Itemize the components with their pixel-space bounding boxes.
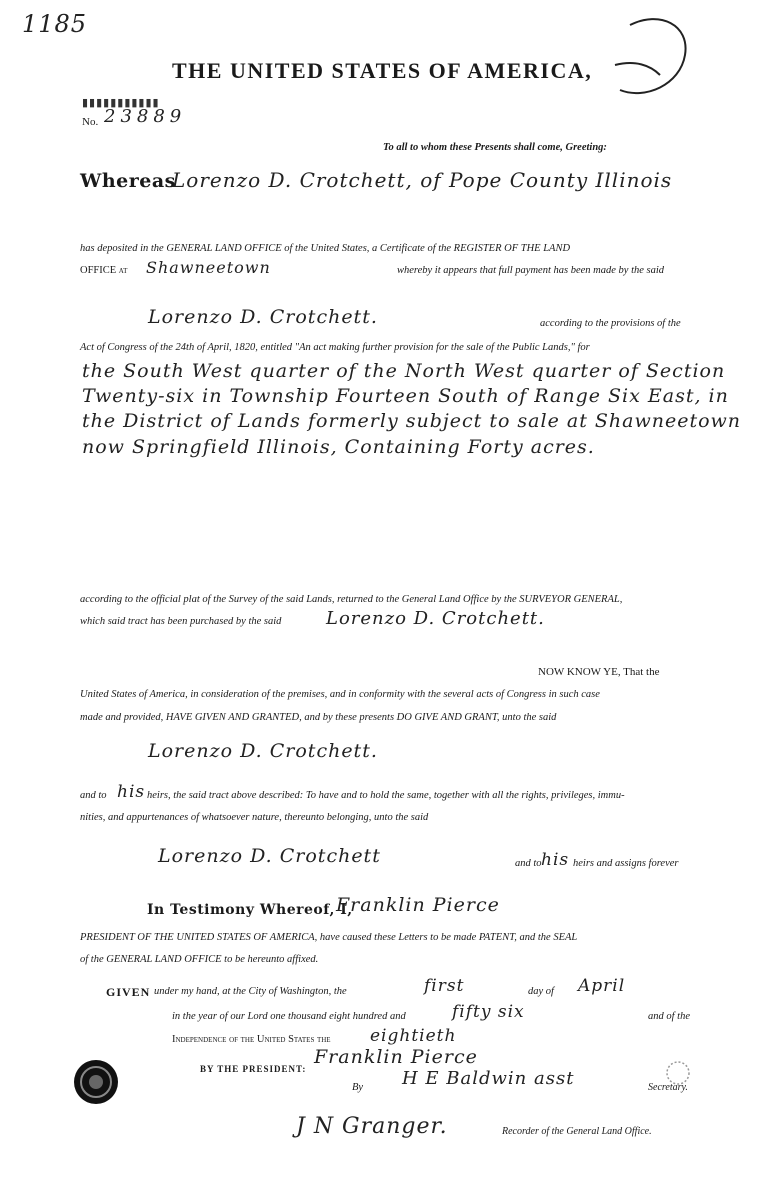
assigns-prefix: and to <box>515 858 542 869</box>
patent-label: No. <box>82 116 99 128</box>
given-day-label: day of <box>528 986 554 997</box>
assigns-name: Lorenzo D. Crotchett <box>158 845 381 867</box>
president-signature: Franklin Pierce <box>314 1046 478 1068</box>
description-line-2: Twenty-six in Township Fourteen South of Range Six East, in <box>82 385 729 407</box>
given-month: April <box>578 976 626 996</box>
heirs-line-2: nities, and appurtenances of whatsoever nature, thereunto belonging, unto the said <box>80 812 429 823</box>
payer-suffix: according to the provisions of the <box>540 318 681 329</box>
whereas-lead: Whereas <box>80 170 176 192</box>
given-text-1: under my hand, at the City of Washington, the <box>154 986 347 997</box>
office-place: Shawneetown <box>146 258 271 277</box>
given-text-3: and of the <box>648 1011 690 1022</box>
recorder-signature: J N Granger. <box>296 1114 448 1139</box>
heirs-line-1: heirs, the said tract above described: To have and to hold the same, together with all the rights, privileges, immu- <box>147 790 625 801</box>
salutation: To all to whom these Presents shall come, Greeting: <box>383 142 607 153</box>
heirs-prefix: and to <box>80 790 107 801</box>
government-seal-icon <box>72 1058 120 1106</box>
now-know-line-2: made and provided, HAVE GIVEN AND GRANTED, and by these presents DO GIVE AND GRANT, unto the said <box>80 712 557 723</box>
survey-line-2-prefix: which said tract has been purchased by the said <box>80 616 282 627</box>
assigns-suffix: heirs and assigns forever <box>573 858 679 869</box>
description-line-1: the South West quarter of the North West quarter of Section <box>82 360 726 382</box>
description-line-4: now Springfield Illinois, Containing Forty acres. <box>82 436 595 458</box>
flourish-mark <box>590 5 700 115</box>
grantee-name: Lorenzo D. Crotchett. <box>148 740 378 762</box>
given-word: GIVEN <box>106 985 151 999</box>
secretary-label: Secretary. <box>648 1082 688 1093</box>
by-president-label: BY THE PRESIDENT: <box>200 1064 307 1074</box>
testimony-line-1: PRESIDENT OF THE UNITED STATES OF AMERICA, have caused these Letters to be made PATENT, and the SEAL <box>80 932 578 943</box>
assigns-pronoun: his <box>541 850 570 870</box>
deposit-line-1: has deposited in the GENERAL LAND OFFICE of the United States, a Certificate of the REGISTER OF THE LAND <box>80 243 571 254</box>
given-independence-year: eightieth <box>370 1026 457 1046</box>
secretary-signature: H E Baldwin asst <box>402 1068 575 1089</box>
number-ribbon: ▮▮▮▮▮▮▮▮▮▮▮ <box>82 97 160 109</box>
heirs-pronoun: his <box>117 782 146 802</box>
deposit-line-2-suffix: whereby it appears that full payment has been made by the said <box>397 265 665 276</box>
testimony-lead: In Testimony Whereof, I, <box>147 902 353 918</box>
survey-line-1: according to the official plat of the Survey of the said Lands, returned to the General Land Office by the SURVEYOR GENERAL, <box>80 594 623 605</box>
deposit-line-2-prefix: OFFICE at <box>80 265 128 276</box>
testimony-line-2: of the GENERAL LAND OFFICE to be hereunto affixed. <box>80 954 319 965</box>
payer-name: Lorenzo D. Crotchett. <box>148 306 378 328</box>
now-know-line-1: United States of America, in consideration of the premises, and in conformity with the several acts of Congress in such case <box>80 689 600 700</box>
act-text: Act of Congress of the 24th of April, 1820, entitled "An act making further provision for the sale of the Public Lands," for <box>80 342 590 353</box>
patent-number: 23889 <box>104 106 187 127</box>
corner-number: 1185 <box>22 10 88 38</box>
description-line-3: the District of Lands formerly subject to sale at Shawneetown <box>82 410 742 432</box>
given-text-2: in the year of our Lord one thousand eight hundred and <box>172 1011 406 1022</box>
testimony-president-name: Franklin Pierce <box>336 894 500 916</box>
by-label: By <box>352 1082 364 1093</box>
recorder-label: Recorder of the General Land Office. <box>502 1126 652 1137</box>
now-know-heading: NOW KNOW YE, That the <box>538 666 660 678</box>
given-year: fifty six <box>452 1002 525 1022</box>
page-title: THE UNITED STATES OF AMERICA, <box>172 58 593 83</box>
given-day: first <box>424 976 465 996</box>
whereas-name-place: Lorenzo D. Crotchett, of Pope County Illinois <box>172 168 673 192</box>
given-text-4: Independence of the United States the <box>172 1034 331 1045</box>
survey-name: Lorenzo D. Crotchett. <box>326 608 545 629</box>
